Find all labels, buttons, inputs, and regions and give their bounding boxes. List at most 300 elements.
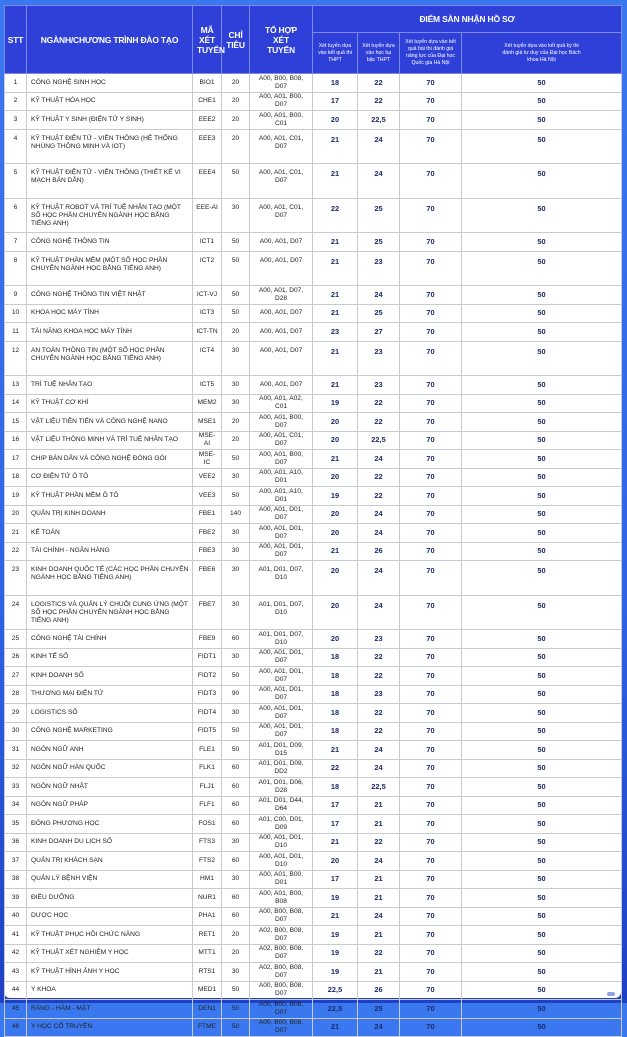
subject-combos: A00, A01, D01, D07 <box>250 542 313 561</box>
row-stt: 22 <box>5 542 27 561</box>
score-hocba: 22 <box>358 648 400 667</box>
subject-combos: A00, A01, D01, D10 <box>250 833 313 852</box>
row-stt: 8 <box>5 251 27 286</box>
score-thpt: 21 <box>313 542 358 561</box>
subject-combos: A00, A01, D01, D07 <box>250 505 313 524</box>
score-thpt: 17 <box>313 796 358 815</box>
row-stt: 46 <box>5 1018 27 1037</box>
subject-combos: A00, B00, B08, D07 <box>250 907 313 926</box>
score-dgnl: 70 <box>400 561 462 596</box>
row-stt: 44 <box>5 981 27 1000</box>
quota: 50 <box>222 233 250 252</box>
score-dgnl: 70 <box>400 286 462 305</box>
table-row <box>5 704 622 723</box>
score-hocba: 24 <box>358 286 400 305</box>
table-row <box>5 833 622 852</box>
quota: 20 <box>222 323 250 342</box>
subject-combos: A00, A01, B00, D07 <box>250 413 313 432</box>
score-dgtd: 50 <box>462 1000 622 1019</box>
table-row <box>5 198 622 233</box>
score-dgnl: 70 <box>400 722 462 741</box>
table-row <box>5 468 622 487</box>
table-row <box>5 1018 622 1037</box>
quota: 60 <box>222 759 250 778</box>
header-code: MÃ XÉT TUYỂN <box>193 6 222 74</box>
score-thpt: 17 <box>313 815 358 834</box>
score-hocba: 22 <box>358 74 400 93</box>
row-stt: 15 <box>5 413 27 432</box>
quota: 50 <box>222 487 250 506</box>
row-stt: 2 <box>5 92 27 111</box>
score-dgnl: 70 <box>400 1018 462 1037</box>
admission-code: FLK1 <box>193 759 222 778</box>
score-thpt: 23 <box>313 323 358 342</box>
program-name: THƯƠNG MẠI ĐIỆN TỬ <box>27 685 193 704</box>
score-dgtd: 50 <box>462 129 622 164</box>
score-hocba: 22 <box>358 92 400 111</box>
score-thpt: 19 <box>313 944 358 963</box>
score-hocba: 24 <box>358 1018 400 1037</box>
score-thpt: 18 <box>313 704 358 723</box>
score-dgnl: 70 <box>400 704 462 723</box>
score-dgtd: 50 <box>462 251 622 286</box>
subject-combos: A00, A01, D01, D07 <box>250 704 313 723</box>
table-row <box>5 648 622 667</box>
program-name: CÔNG NGHỆ THÔNG TIN VIỆT NHẬT <box>27 286 193 305</box>
score-hocba: 23 <box>358 341 400 376</box>
score-hocba: 24 <box>358 907 400 926</box>
row-stt: 6 <box>5 198 27 233</box>
program-name: KỸ THUẬT ĐIỆN TỬ - VIỄN THÔNG (THIẾT KẾ VI MẠCH BÁN DẪN) <box>27 164 193 199</box>
program-name: LOGISTICS SỐ <box>27 704 193 723</box>
subject-combos: A02, B00, B08, D07 <box>250 944 313 963</box>
score-hocba: 22 <box>358 704 400 723</box>
score-thpt: 21 <box>313 286 358 305</box>
quota: 30 <box>222 198 250 233</box>
score-hocba: 21 <box>358 889 400 908</box>
program-name: NGÔN NGỮ HÀN QUỐC <box>27 759 193 778</box>
admission-code: BIO1 <box>193 74 222 93</box>
score-hocba: 24 <box>358 595 400 630</box>
row-stt: 9 <box>5 286 27 305</box>
score-dgnl: 70 <box>400 376 462 395</box>
admission-code: FOS1 <box>193 815 222 834</box>
score-dgnl: 70 <box>400 759 462 778</box>
program-name: DƯỢC HỌC <box>27 907 193 926</box>
score-thpt: 21 <box>313 233 358 252</box>
admission-code: PHA1 <box>193 907 222 926</box>
score-hocba: 24 <box>358 505 400 524</box>
program-name: ĐÔNG PHƯƠNG HỌC <box>27 815 193 834</box>
score-dgtd: 50 <box>462 833 622 852</box>
admission-code: ICT4 <box>193 341 222 376</box>
score-dgnl: 70 <box>400 907 462 926</box>
header-quota: CHỈ TIÊU <box>222 6 250 74</box>
admission-code: ICT1 <box>193 233 222 252</box>
row-stt: 14 <box>5 394 27 413</box>
quota: 20 <box>222 129 250 164</box>
quota: 30 <box>222 963 250 982</box>
program-name: CÔNG NGHỆ SINH HỌC <box>27 74 193 93</box>
score-dgtd: 50 <box>462 561 622 596</box>
score-dgnl: 70 <box>400 251 462 286</box>
table-row <box>5 595 622 630</box>
score-dgnl: 70 <box>400 870 462 889</box>
admission-code: FLJ1 <box>193 778 222 797</box>
score-dgtd: 50 <box>462 431 622 450</box>
score-dgtd: 50 <box>462 944 622 963</box>
score-dgtd: 50 <box>462 926 622 945</box>
score-hocba: 24 <box>358 450 400 469</box>
quota: 60 <box>222 630 250 649</box>
row-stt: 37 <box>5 852 27 871</box>
quota: 50 <box>222 667 250 686</box>
score-thpt: 18 <box>313 778 358 797</box>
quota: 30 <box>222 704 250 723</box>
score-dgnl: 70 <box>400 648 462 667</box>
score-dgnl: 70 <box>400 981 462 1000</box>
score-hocba: 22 <box>358 487 400 506</box>
score-dgnl: 70 <box>400 542 462 561</box>
row-stt: 36 <box>5 833 27 852</box>
subject-combos: A00, A01, C01, D07 <box>250 164 313 199</box>
subject-combos: A00, B00, B08, D07 <box>250 1018 313 1037</box>
score-hocba: 27 <box>358 323 400 342</box>
program-name: TÀI NĂNG KHOA HỌC MÁY TÍNH <box>27 323 193 342</box>
score-dgtd: 50 <box>462 870 622 889</box>
subject-combos: A01, D01, D09, DD2 <box>250 759 313 778</box>
score-thpt: 21 <box>313 129 358 164</box>
score-thpt: 21 <box>313 833 358 852</box>
admission-code: EEE2 <box>193 111 222 130</box>
quota: 30 <box>222 648 250 667</box>
table-row <box>5 524 622 543</box>
table-row <box>5 341 622 376</box>
quota: 30 <box>222 376 250 395</box>
row-stt: 45 <box>5 1000 27 1019</box>
row-stt: 25 <box>5 630 27 649</box>
score-dgtd: 50 <box>462 981 622 1000</box>
program-name: NGÔN NGỮ ANH <box>27 741 193 760</box>
program-name: KINH DOANH SỐ <box>27 667 193 686</box>
program-name: QUẢN LÝ BỆNH VIỆN <box>27 870 193 889</box>
score-dgnl: 70 <box>400 129 462 164</box>
quota: 20 <box>222 431 250 450</box>
program-name: KINH TẾ SỐ <box>27 648 193 667</box>
admission-code: FIDT4 <box>193 704 222 723</box>
score-thpt: 19 <box>313 963 358 982</box>
row-stt: 1 <box>5 74 27 93</box>
quota: 30 <box>222 394 250 413</box>
program-name: VẬT LIỆU TIÊN TIẾN VÀ CÔNG NGHỆ NANO <box>27 413 193 432</box>
quota: 30 <box>222 595 250 630</box>
admission-code: DEN1 <box>193 1000 222 1019</box>
table-row <box>5 741 622 760</box>
score-hocba: 23 <box>358 251 400 286</box>
admission-code: FBE9 <box>193 630 222 649</box>
subject-combos: A00, A01, C01, D07 <box>250 198 313 233</box>
score-thpt: 21 <box>313 341 358 376</box>
score-thpt: 19 <box>313 926 358 945</box>
score-dgtd: 50 <box>462 704 622 723</box>
score-hocba: 22 <box>358 413 400 432</box>
header-score-dgtd: Xét tuyển dựa vào kết quả kỳ thi đánh giá tư duy của Đại học Bách khoa Hà Nội <box>462 33 622 74</box>
score-dgnl: 70 <box>400 413 462 432</box>
subject-combos: A00, A01, D01, D07 <box>250 722 313 741</box>
score-dgtd: 50 <box>462 487 622 506</box>
table-header <box>5 6 622 74</box>
table-row <box>5 963 622 982</box>
score-hocba: 24 <box>358 852 400 871</box>
header-score-thpt: Xét tuyển dựa vào kết quả thi THPT <box>313 33 358 74</box>
score-dgtd: 50 <box>462 648 622 667</box>
subject-combos: A00, A01, B00, D01 <box>250 870 313 889</box>
row-stt: 19 <box>5 487 27 506</box>
score-dgtd: 50 <box>462 164 622 199</box>
program-name: KỸ THUẬT ROBOT VÀ TRÍ TUỆ NHÂN TẠO (MỘT SỐ HỌC PHẦN CHUYÊN NGÀNH HỌC BẰNG TIẾNG ANH) <box>27 198 193 233</box>
row-stt: 29 <box>5 704 27 723</box>
admission-code: VEE3 <box>193 487 222 506</box>
quota: 50 <box>222 1000 250 1019</box>
score-hocba: 22 <box>358 667 400 686</box>
table-row <box>5 685 622 704</box>
score-hocba: 26 <box>358 981 400 1000</box>
score-thpt: 22,5 <box>313 1000 358 1019</box>
score-thpt: 22 <box>313 198 358 233</box>
score-hocba: 22 <box>358 944 400 963</box>
table-row <box>5 431 622 450</box>
header-combos: TỔ HỢP XÉT TUYỂN <box>250 6 313 74</box>
score-dgnl: 70 <box>400 833 462 852</box>
row-stt: 27 <box>5 667 27 686</box>
score-thpt: 22 <box>313 759 358 778</box>
header-score-dgnl: Xét tuyển dựa vào kết quả bài thi đánh giá năng lực của Đại học Quốc gia Hà Nội <box>400 33 462 74</box>
quota: 50 <box>222 981 250 1000</box>
quota: 30 <box>222 870 250 889</box>
table-row <box>5 233 622 252</box>
header-score-group: ĐIỂM SÀN NHẬN HỒ SƠ <box>313 6 622 33</box>
score-thpt: 19 <box>313 487 358 506</box>
row-stt: 16 <box>5 431 27 450</box>
score-dgnl: 70 <box>400 595 462 630</box>
subject-combos: A00, A01, D01, D07 <box>250 685 313 704</box>
score-dgnl: 70 <box>400 944 462 963</box>
score-thpt: 18 <box>313 667 358 686</box>
score-dgnl: 70 <box>400 468 462 487</box>
quota: 140 <box>222 505 250 524</box>
score-thpt: 21 <box>313 907 358 926</box>
program-name: CÔNG NGHỆ MARKETING <box>27 722 193 741</box>
admission-code: FBE2 <box>193 524 222 543</box>
table-row <box>5 92 622 111</box>
table-row <box>5 1000 622 1019</box>
score-dgtd: 50 <box>462 92 622 111</box>
admission-code: FBE6 <box>193 561 222 596</box>
score-dgnl: 70 <box>400 815 462 834</box>
quota: 50 <box>222 1018 250 1037</box>
score-thpt: 21 <box>313 741 358 760</box>
score-hocba: 22 <box>358 833 400 852</box>
score-thpt: 20 <box>313 111 358 130</box>
score-dgtd: 50 <box>462 74 622 93</box>
admission-code: ICT5 <box>193 376 222 395</box>
quota: 30 <box>222 341 250 376</box>
admission-code: HM1 <box>193 870 222 889</box>
quota: 30 <box>222 542 250 561</box>
score-hocba: 25 <box>358 1000 400 1019</box>
score-hocba: 24 <box>358 561 400 596</box>
subject-combos: A00, A01, D07 <box>250 233 313 252</box>
admission-code: FIDT3 <box>193 685 222 704</box>
quota: 60 <box>222 852 250 871</box>
score-dgnl: 70 <box>400 233 462 252</box>
score-dgtd: 50 <box>462 304 622 323</box>
subject-combos: A01, D01, D07, D10 <box>250 561 313 596</box>
quota: 60 <box>222 889 250 908</box>
score-thpt: 21 <box>313 164 358 199</box>
quota: 50 <box>222 741 250 760</box>
subject-combos: A00, B00, B08, D07 <box>250 981 313 1000</box>
table-row <box>5 286 622 305</box>
admission-code: FIDT1 <box>193 648 222 667</box>
subject-combos: A00, A01, D01, D07 <box>250 648 313 667</box>
quota: 20 <box>222 926 250 945</box>
score-thpt: 21 <box>313 304 358 323</box>
admission-code: EEE-AI <box>193 198 222 233</box>
score-dgnl: 70 <box>400 164 462 199</box>
score-hocba: 24 <box>358 129 400 164</box>
table-row <box>5 164 622 199</box>
table-row <box>5 413 622 432</box>
score-thpt: 18 <box>313 74 358 93</box>
score-dgnl: 70 <box>400 450 462 469</box>
header-stt: STT <box>5 6 27 74</box>
admission-code: MTT1 <box>193 944 222 963</box>
score-thpt: 20 <box>313 505 358 524</box>
subject-combos: A00, A01, B00, D07 <box>250 92 313 111</box>
program-name: Y KHOA <box>27 981 193 1000</box>
admission-code: ICT2 <box>193 251 222 286</box>
program-name: Y HỌC CỔ TRUYỀN <box>27 1018 193 1037</box>
score-dgnl: 70 <box>400 685 462 704</box>
quota: 30 <box>222 561 250 596</box>
quota: 20 <box>222 92 250 111</box>
subject-combos: A01, C00, D01, D09 <box>250 815 313 834</box>
subject-combos: A00, A01, D01, D07 <box>250 524 313 543</box>
score-dgtd: 50 <box>462 778 622 797</box>
program-name: QUẢN TRỊ KHÁCH SẠN <box>27 852 193 871</box>
program-name: KỸ THUẬT PHẦN MỀM Ô TÔ <box>27 487 193 506</box>
quota: 20 <box>222 74 250 93</box>
subject-combos: A01, D01, D07, D10 <box>250 630 313 649</box>
score-hocba: 24 <box>358 741 400 760</box>
subject-combos: A01, D01, D44, D64 <box>250 796 313 815</box>
row-stt: 24 <box>5 595 27 630</box>
admission-code: VEE2 <box>193 468 222 487</box>
table-row <box>5 796 622 815</box>
row-stt: 10 <box>5 304 27 323</box>
row-stt: 4 <box>5 129 27 164</box>
table-row <box>5 323 622 342</box>
subject-combos: A00, B00, B08, D07 <box>250 1000 313 1019</box>
row-stt: 41 <box>5 926 27 945</box>
table-row <box>5 630 622 649</box>
table-row <box>5 487 622 506</box>
score-dgtd: 50 <box>462 323 622 342</box>
admission-code: FTS3 <box>193 833 222 852</box>
score-dgtd: 50 <box>462 852 622 871</box>
row-stt: 26 <box>5 648 27 667</box>
score-hocba: 23 <box>358 376 400 395</box>
score-dgnl: 70 <box>400 852 462 871</box>
quota: 20 <box>222 944 250 963</box>
score-thpt: 18 <box>313 722 358 741</box>
score-dgnl: 70 <box>400 963 462 982</box>
score-thpt: 20 <box>313 852 358 871</box>
score-dgtd: 50 <box>462 667 622 686</box>
score-hocba: 25 <box>358 233 400 252</box>
row-stt: 34 <box>5 796 27 815</box>
score-dgnl: 70 <box>400 796 462 815</box>
admission-code: MEM2 <box>193 394 222 413</box>
subject-combos: A02, B00, B08, D07 <box>250 926 313 945</box>
program-name: KỸ THUẬT PHẦN MỀM (MỘT SỐ HỌC PHẦN CHUYÊN NGÀNH HỌC BẰNG TIẾNG ANH) <box>27 251 193 286</box>
program-name: RĂNG - HÀM - MẶT <box>27 1000 193 1019</box>
row-stt: 33 <box>5 778 27 797</box>
score-thpt: 21 <box>313 1018 358 1037</box>
score-thpt: 20 <box>313 524 358 543</box>
admission-code: FTS2 <box>193 852 222 871</box>
score-thpt: 19 <box>313 889 358 908</box>
quota: 50 <box>222 450 250 469</box>
score-hocba: 22 <box>358 394 400 413</box>
table-row <box>5 981 622 1000</box>
quota: 50 <box>222 164 250 199</box>
score-thpt: 18 <box>313 685 358 704</box>
program-name: KỸ THUẬT PHỤC HỒI CHỨC NĂNG <box>27 926 193 945</box>
subject-combos: A00, A01, D07 <box>250 376 313 395</box>
table-row <box>5 926 622 945</box>
score-thpt: 20 <box>313 630 358 649</box>
row-stt: 12 <box>5 341 27 376</box>
row-stt: 39 <box>5 889 27 908</box>
admission-code: ICT3 <box>193 304 222 323</box>
score-thpt: 18 <box>313 648 358 667</box>
quota: 30 <box>222 524 250 543</box>
score-dgtd: 50 <box>462 450 622 469</box>
admission-code: MSE1 <box>193 413 222 432</box>
score-dgtd: 50 <box>462 413 622 432</box>
score-dgnl: 70 <box>400 1000 462 1019</box>
admission-code: MSE-AI <box>193 431 222 450</box>
admission-code: FIDT2 <box>193 667 222 686</box>
score-hocba: 24 <box>358 164 400 199</box>
score-hocba: 21 <box>358 926 400 945</box>
row-stt: 13 <box>5 376 27 395</box>
subject-combos: A00, A01, D07 <box>250 341 313 376</box>
row-stt: 7 <box>5 233 27 252</box>
score-hocba: 22 <box>358 722 400 741</box>
subject-combos: A01, D01, D07, D10 <box>250 595 313 630</box>
program-name: AN TOÀN THÔNG TIN (MỘT SỐ HỌC PHẦN CHUYÊN NGÀNH HỌC BẰNG TIẾNG ANH) <box>27 341 193 376</box>
quota: 30 <box>222 468 250 487</box>
score-hocba: 24 <box>358 759 400 778</box>
program-name: NGÔN NGỮ NHẬT <box>27 778 193 797</box>
table-row <box>5 667 622 686</box>
score-dgtd: 50 <box>462 685 622 704</box>
admission-code: FBE3 <box>193 542 222 561</box>
subject-combos: A02, B00, B08, D07 <box>250 963 313 982</box>
